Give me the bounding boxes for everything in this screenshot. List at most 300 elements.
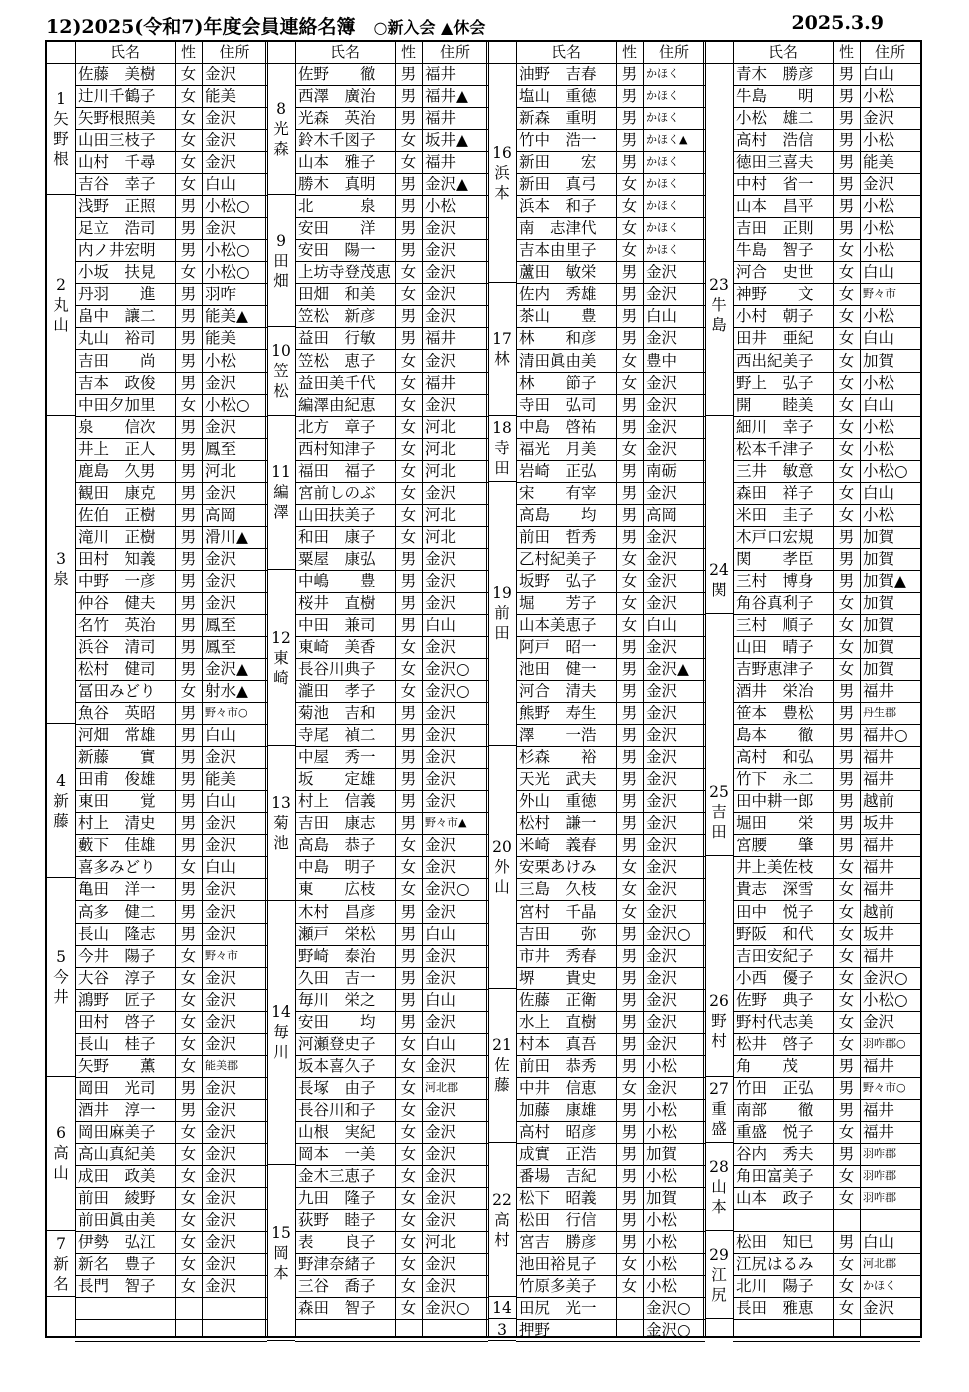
member-name: 吉野恵津子 <box>736 660 814 679</box>
member-address: かほく <box>646 155 679 169</box>
member-address: 福井 <box>863 858 895 877</box>
member-address: 白山 <box>205 792 237 811</box>
member-sex: 男 <box>621 1122 638 1141</box>
member-address: 金沢 <box>646 792 678 811</box>
member-name: 蘆田 敏栄 <box>519 263 597 282</box>
table-row <box>75 923 267 946</box>
member-name: 内ノ井宏明 <box>78 241 156 260</box>
member-name: 松田 行信 <box>519 1211 597 1230</box>
member-address: 金沢○ <box>425 682 470 701</box>
member-sex: 男 <box>180 461 197 480</box>
member-address: 白山 <box>205 175 237 194</box>
member-name: 西出紀美子 <box>736 351 814 370</box>
member-address: 白山 <box>425 616 457 634</box>
table-row <box>295 526 488 549</box>
group-label <box>705 1143 733 1231</box>
member-address: 小松 <box>863 417 895 436</box>
table-row <box>733 658 920 681</box>
member-name: 長山 桂子 <box>78 1034 156 1053</box>
member-address: 金沢 <box>205 990 237 1009</box>
member-address: 金沢 <box>646 1078 678 1097</box>
header-sex: 性 <box>180 43 196 61</box>
group-label <box>47 724 75 878</box>
member-address: 加賀 <box>863 593 895 612</box>
member-name: 田中 悦子 <box>736 902 814 921</box>
member-name: 堀田 栄 <box>736 814 814 833</box>
table-row <box>516 283 705 306</box>
member-sex: 男 <box>400 307 417 326</box>
member-sex: 男 <box>400 748 417 767</box>
member-address: 加賀 <box>863 660 895 679</box>
member-sex: 男 <box>838 131 855 150</box>
member-sex: 男 <box>180 638 197 657</box>
table-row <box>295 173 488 196</box>
table-row <box>75 151 267 174</box>
member-address: 小松○ <box>205 263 250 282</box>
member-address: 金沢 <box>425 571 457 590</box>
member-address: 金沢 <box>646 858 678 877</box>
member-address <box>422 1319 488 1341</box>
member-address: 白山 <box>425 990 457 1009</box>
member-address: 福井 <box>863 1100 895 1119</box>
group-label-part: 笠 <box>273 362 289 381</box>
title-legend: ○新入会 ▲休会 <box>373 18 486 37</box>
table-row <box>295 1319 488 1342</box>
member-sex: 男 <box>838 814 855 833</box>
member-name: 畠中 讓二 <box>78 307 156 326</box>
member-address: 金沢 <box>425 858 457 877</box>
member-name: 池田裕見子 <box>519 1255 597 1274</box>
member-name: 吉本由里子 <box>519 241 597 260</box>
table-row <box>733 107 920 130</box>
member-name: 山本 雅子 <box>298 153 376 172</box>
member-sex: 男 <box>180 307 197 326</box>
table-row <box>733 768 920 791</box>
member-sex: 女 <box>400 527 417 546</box>
table-row <box>75 438 267 461</box>
member-name <box>75 1319 175 1341</box>
member-address: かほく▲ <box>646 133 688 147</box>
member-address: 小松 <box>863 505 895 524</box>
table-row <box>733 746 920 769</box>
member-address: 小松○ <box>863 990 908 1009</box>
roster-column <box>267 42 488 1336</box>
member-address: 白山 <box>425 1034 457 1053</box>
member-sex: 男 <box>400 902 417 921</box>
member-sex: 女 <box>400 1189 417 1208</box>
member-sex: 男 <box>180 924 197 943</box>
table-row <box>516 63 705 86</box>
table-row <box>733 1099 920 1122</box>
group-label-part: 14 <box>271 1003 291 1022</box>
member-name: 坂野 弘子 <box>519 571 597 590</box>
group-label <box>267 901 295 1165</box>
member-name: 北方 章子 <box>298 417 376 436</box>
member-name: 佐内 秀雄 <box>519 285 597 304</box>
table-row <box>75 460 267 483</box>
member-name: 市井 秀春 <box>519 946 597 965</box>
member-address <box>860 1209 920 1231</box>
table-row <box>733 173 920 196</box>
table-row <box>75 702 267 725</box>
table-row <box>733 636 920 659</box>
group-label-part: 9 <box>276 231 286 250</box>
member-name: 北川 陽子 <box>736 1277 814 1296</box>
member-sex: 男 <box>838 1078 855 1097</box>
group-label-part: 21 <box>492 1036 512 1055</box>
member-name: 牛島 明 <box>736 87 814 106</box>
table-row <box>733 1187 920 1210</box>
member-name: 編澤由紀恵 <box>298 395 376 414</box>
member-name: 前田 哲秀 <box>519 527 597 546</box>
member-name: 松下 昭義 <box>519 1189 597 1208</box>
member-sex: 男 <box>180 902 197 921</box>
table-row <box>733 305 920 328</box>
member-sex: 男 <box>180 197 197 216</box>
table-row <box>733 1055 920 1078</box>
table-row <box>516 812 705 835</box>
member-sex: 女 <box>838 968 855 987</box>
group-label-part: 澤 <box>273 503 289 522</box>
member-address: かほく <box>646 67 679 80</box>
group-label-part: 浜 <box>494 163 510 182</box>
member-name: 鹿島 久男 <box>78 461 156 480</box>
member-name: 九田 隆子 <box>298 1189 376 1208</box>
member-address: 羽咋郡 <box>863 1191 896 1205</box>
member-name: 山本 政子 <box>736 1189 814 1208</box>
member-address: 金沢 <box>425 748 457 767</box>
member-sex: 男 <box>180 1100 197 1119</box>
member-address: 金沢○ <box>646 1299 691 1318</box>
member-name: 堺 貴史 <box>519 968 597 987</box>
member-address: 小松○ <box>205 395 250 414</box>
member-name: 角 茂 <box>736 1056 799 1075</box>
group-label-part: 外 <box>494 857 510 876</box>
member-sex: 女 <box>180 1167 197 1185</box>
table-row <box>295 239 488 262</box>
group-label-part: 泉 <box>53 570 69 589</box>
member-name: 村上 信義 <box>298 792 376 811</box>
member-address: 金沢 <box>646 748 678 767</box>
member-name: 長塚 由子 <box>298 1078 376 1097</box>
group-label-part: 重 <box>711 1100 727 1119</box>
member-sex: 女 <box>838 880 855 899</box>
group-label-part: 本 <box>711 1197 727 1216</box>
member-address: 金沢 <box>646 880 678 899</box>
member-sex: 女 <box>838 616 855 634</box>
table-row <box>75 394 267 417</box>
table-row <box>295 790 488 813</box>
table-row <box>733 1121 920 1144</box>
member-name: 吉田 弥 <box>519 924 597 943</box>
member-name: 矢野 薫 <box>78 1056 156 1075</box>
member-sex: 男 <box>621 726 638 745</box>
member-address: 金沢○ <box>425 660 470 679</box>
group-label <box>705 967 733 1077</box>
member-name: 久田 吉一 <box>298 968 376 987</box>
group-label-part: 野 <box>711 1012 727 1031</box>
member-name: 南 志津代 <box>519 219 597 238</box>
table-row <box>733 592 920 615</box>
member-sex: 男 <box>400 726 417 745</box>
member-address: 金沢 <box>205 1078 237 1097</box>
member-sex: 女 <box>838 1012 855 1031</box>
member-name: 関 孝臣 <box>736 549 814 568</box>
member-address: 坂井 <box>863 814 895 833</box>
member-name: 南部 徹 <box>736 1100 814 1119</box>
member-address: 福井 <box>425 373 457 392</box>
member-address: 金沢 <box>646 571 678 590</box>
member-name: 河瀬登史子 <box>298 1034 376 1053</box>
group-label-part: 編 <box>273 483 289 502</box>
member-name: 田井 亜紀 <box>736 329 814 348</box>
member-address: 金沢 <box>425 1189 457 1208</box>
member-name: 菊池 吉和 <box>298 704 376 723</box>
table-row <box>733 151 920 174</box>
member-name: 藪下 佳雄 <box>78 836 156 855</box>
member-sex: 女 <box>838 417 855 436</box>
group-label-part: 佐 <box>494 1056 510 1075</box>
group-label-part: 5 <box>56 948 66 967</box>
member-name <box>295 1319 395 1341</box>
member-name: 宋 有宰 <box>519 483 597 502</box>
member-address: 金沢 <box>863 1012 895 1031</box>
table-row <box>75 658 267 681</box>
member-name: 辻川千鶴子 <box>78 87 156 106</box>
member-name: 天光 武夫 <box>519 770 597 789</box>
member-name: 桜井 直樹 <box>298 593 376 612</box>
member-address: 金沢 <box>425 263 457 282</box>
member-name: 村上 清史 <box>78 814 156 833</box>
table-row <box>516 85 705 108</box>
member-address: 小松○ <box>205 197 250 216</box>
member-sex: 男 <box>400 924 417 943</box>
table-row <box>295 460 488 483</box>
member-name: 中屋 秀一 <box>298 748 376 767</box>
roster-column <box>488 42 705 1340</box>
member-sex: 女 <box>400 1034 417 1053</box>
member-name: 瀬戸 栄松 <box>298 924 376 943</box>
member-address: 小松 <box>425 197 457 216</box>
member-address: 金沢○ <box>646 1321 691 1340</box>
member-sex: 男 <box>621 1056 638 1075</box>
table-row <box>295 1275 488 1298</box>
member-name: 西澤 廣治 <box>298 87 376 106</box>
member-name: 松井 啓子 <box>736 1034 814 1053</box>
member-name: 岡田麻美子 <box>78 1122 156 1141</box>
column-header <box>705 42 920 64</box>
member-address: 金沢 <box>646 483 678 502</box>
table-row <box>733 570 920 593</box>
table-row <box>516 1319 705 1342</box>
member-address: 金沢 <box>425 483 457 502</box>
member-address: 金沢 <box>425 241 457 260</box>
table-row <box>516 372 705 395</box>
member-name: 田甫 俊雄 <box>78 770 156 789</box>
group-label-part: 新 <box>53 1254 69 1273</box>
table-row <box>516 878 705 901</box>
member-sex: 男 <box>180 836 197 855</box>
table-row <box>295 394 488 417</box>
member-address: 小松 <box>863 439 895 458</box>
group-label-part: 藤 <box>53 811 69 830</box>
group-label-part: 名 <box>53 1274 69 1293</box>
member-sex: 男 <box>838 527 855 546</box>
group-label-part: 13 <box>271 793 291 812</box>
member-name: 宮吉 勝彦 <box>519 1233 597 1252</box>
member-address: 金沢 <box>205 1100 237 1119</box>
header-name: 氏名 <box>109 43 140 61</box>
member-sex: 男 <box>180 505 197 524</box>
group-label-part: 25 <box>709 782 729 801</box>
group-label-part: 8 <box>276 99 286 118</box>
table-row <box>516 1077 705 1100</box>
table-row <box>75 372 267 395</box>
member-name: 伊勢 弘江 <box>78 1233 156 1252</box>
header-name: 氏名 <box>550 43 581 61</box>
member-sex: 女 <box>838 902 855 921</box>
member-address: 小松 <box>863 131 895 150</box>
member-sex: 女 <box>180 1012 197 1031</box>
member-sex: 男 <box>838 65 855 83</box>
member-sex: 女 <box>838 1167 855 1185</box>
group-label-part: 前 <box>494 604 510 623</box>
member-address: 金沢 <box>425 638 457 657</box>
member-sex: 女 <box>400 858 417 877</box>
member-name: 貴志 深雪 <box>736 880 814 899</box>
table-row <box>733 967 920 990</box>
member-sex: 男 <box>621 924 638 943</box>
table-row <box>75 989 267 1012</box>
member-sex: 女 <box>180 153 197 172</box>
group-label-part: 1 <box>56 89 66 108</box>
group-label-part: 田 <box>273 251 289 270</box>
member-name: 吉田 正則 <box>736 219 814 238</box>
member-name: 高村 昭彦 <box>519 1122 597 1141</box>
table-row <box>733 1143 920 1166</box>
member-sex: 女 <box>400 285 417 304</box>
member-sex: 女 <box>838 395 855 414</box>
member-sex: 女 <box>400 1255 417 1274</box>
member-sex: 男 <box>621 87 638 106</box>
member-sex: 女 <box>838 307 855 326</box>
member-sex: 男 <box>838 109 855 128</box>
member-name: 笹本 豊松 <box>736 704 814 723</box>
member-sex: 女 <box>838 461 855 480</box>
member-name: 野村代志美 <box>736 1012 814 1031</box>
member-name: 塩山 重徳 <box>519 87 597 106</box>
member-address: 小松 <box>646 1255 678 1274</box>
table-row <box>75 416 267 439</box>
member-name: 松田 知巳 <box>736 1233 814 1252</box>
member-address: 小松 <box>863 197 895 216</box>
member-sex: 女 <box>400 1233 417 1252</box>
member-address: 金沢 <box>425 219 457 238</box>
member-sex: 男 <box>180 660 197 679</box>
member-address: 白山 <box>646 616 678 634</box>
member-name: 押野 <box>519 1321 551 1340</box>
member-address: 河北 <box>205 461 237 480</box>
member-address: 豊中 <box>646 351 678 370</box>
member-address: 金沢 <box>205 65 237 83</box>
member-name: 三村 博身 <box>736 571 814 590</box>
member-name: 坂本喜久子 <box>298 1056 376 1075</box>
member-sex: 男 <box>180 770 197 789</box>
member-address: 金沢 <box>425 770 457 789</box>
table-row <box>516 239 705 262</box>
member-address: 金沢 <box>205 153 237 172</box>
group-label-part: 15 <box>271 1223 291 1242</box>
member-sex: 男 <box>400 616 417 634</box>
member-sex: 女 <box>838 990 855 1009</box>
member-name: 木村 昌彦 <box>298 902 376 921</box>
group-label <box>47 1231 75 1297</box>
member-name: 鴻野 匠子 <box>78 990 156 1009</box>
member-sex: 女 <box>838 1277 855 1296</box>
table-row <box>733 724 920 747</box>
table-row <box>295 680 488 703</box>
member-sex: 女 <box>838 924 855 943</box>
member-name: 竹原多美子 <box>519 1277 597 1296</box>
group-label-part: 7 <box>56 1234 66 1253</box>
member-address: 鳳至 <box>205 638 237 657</box>
table-row <box>295 195 488 218</box>
member-address: 白山 <box>425 924 457 943</box>
member-address: 金沢 <box>425 704 457 723</box>
member-sex: 男 <box>180 593 197 612</box>
member-sex: 男 <box>180 748 197 767</box>
member-name: 加藤 康雄 <box>519 1100 597 1119</box>
member-name: 亀田 洋一 <box>78 880 156 899</box>
member-address: 鳳至 <box>205 616 237 634</box>
group-label-part: 関 <box>711 581 727 600</box>
member-name: 宮村 千晶 <box>519 902 597 921</box>
table-row <box>75 1319 267 1342</box>
table-row <box>295 1077 488 1100</box>
member-name: 寺田 弘司 <box>519 395 597 414</box>
roster-column <box>705 42 920 1336</box>
table-row <box>516 724 705 747</box>
member-sex: 男 <box>838 770 855 789</box>
member-name: 田中耕一郎 <box>736 792 814 811</box>
member-sex: 女 <box>400 1056 417 1075</box>
member-address: 野々市 <box>205 948 238 962</box>
table-row <box>733 923 920 946</box>
member-name: 佐野 典子 <box>736 990 814 1009</box>
table-row <box>733 195 920 218</box>
member-address: 金沢 <box>425 792 457 811</box>
group-label <box>705 195 733 415</box>
table-row <box>516 261 705 284</box>
member-address: 加賀 <box>863 549 895 568</box>
group-label-part: 20 <box>492 837 512 856</box>
member-sex: 男 <box>400 704 417 723</box>
table-row <box>733 438 920 461</box>
member-address: 小松 <box>863 219 895 238</box>
member-address: 金沢 <box>863 175 895 194</box>
table-row <box>295 967 488 990</box>
member-sex: 男 <box>838 1144 855 1163</box>
group-label-part: 19 <box>492 584 512 603</box>
group-label-part: 吉 <box>711 802 727 821</box>
member-address: 南砺 <box>646 461 678 480</box>
table-row <box>75 1011 267 1034</box>
table-row <box>516 1231 705 1254</box>
group-label-part: 山 <box>53 315 69 334</box>
member-sex: 男 <box>838 153 855 172</box>
member-address: 金沢 <box>425 307 457 326</box>
table-row <box>733 1077 920 1100</box>
